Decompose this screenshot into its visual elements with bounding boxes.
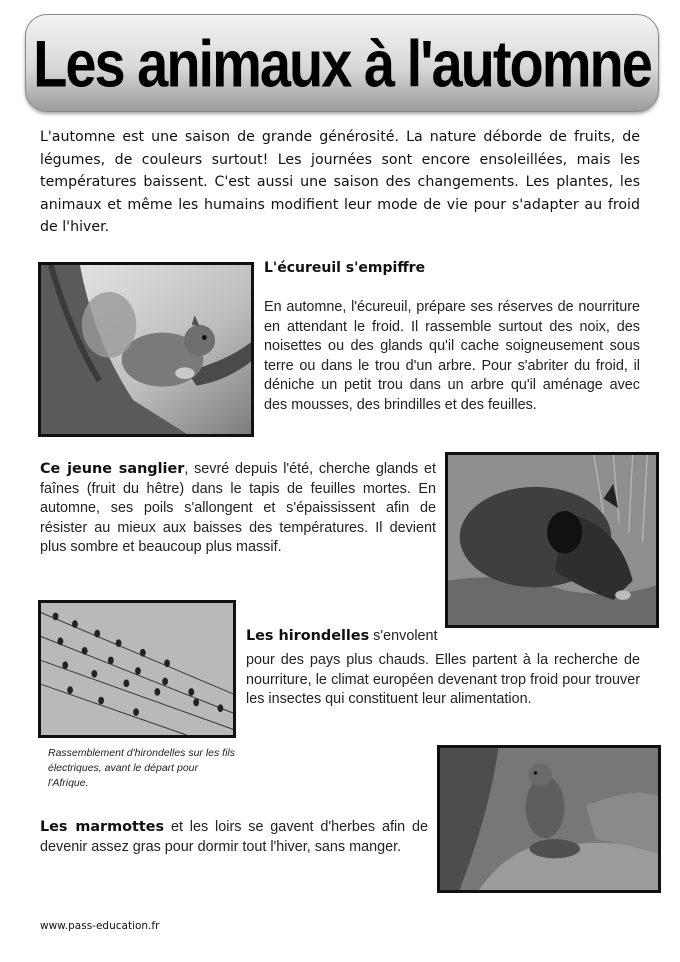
- page-title: Les animaux à l'automne: [33, 25, 651, 101]
- marmots-text: et les loirs se gavent d'herbes afin de devenir assez gras pour dormir tout l'hiver, sans manger.: [40, 819, 428, 855]
- swallows-on-wires-photo: [38, 600, 236, 738]
- boar-paragraph: [40, 460, 436, 558]
- wild-boar-photo: [445, 452, 659, 628]
- boar-lead: Ce jeune sanglier: [40, 461, 185, 477]
- marmots-paragraph: [40, 818, 428, 857]
- marmots-lead: Les marmottes: [40, 819, 165, 835]
- title-banner: [25, 14, 659, 112]
- boar-text: , sevré depuis l'été, cherche glands et faînes (fruit du hêtre) dans le tapis de feuilles mortes. En automne, ses poils s'allongent et s'épaississent afin de résister au mieux aux baisses des températures. Il devient plus sombre et beaucoup plus massif.: [40, 461, 436, 556]
- squirrel-heading: L'écureuil s'empiffre: [264, 260, 426, 276]
- swallows-paragraph: pour des pays plus chauds. Elles partent à la recherche de nourriture, le climat européen devenant trop froid pour trouver les insectes qui constituent leur alimentation.: [246, 652, 640, 708]
- swallows-lead: Les hirondelles: [246, 628, 370, 644]
- squirrel-paragraph: En automne, l'écureuil, prépare ses réserves de nourriture en attendant le froid. Il rassemble surtout des noix, des noisettes ou des glands qu'il cache soigneusement sous terre ou dans le trou d'un arbre. Pour s'abriter du froid, il déniche un petit trou dans un arbre qu'il aménage avec des mousses, des brindilles et des feuilles.: [264, 299, 640, 413]
- swallows-caption: Rassemblement d'hirondelles sur les fils électriques, avant le départ pour l'Afrique.: [48, 747, 236, 789]
- swallows-line1-text: s'envolent: [369, 628, 438, 644]
- footer-url: www.pass-education.fr: [40, 920, 160, 932]
- intro-paragraph: L'automne est une saison de grande générosité. La nature déborde de fruits, de légumes, de couleurs surtout! Les journées sont encore ensoleillées, mais les températures baissent. C'est aussi une saison des changements. Les plantes, les animaux et même les humains modifient leur mode de vie pour s'adapter au froid de l'hiver.: [40, 129, 640, 235]
- marmot-photo: [437, 745, 661, 893]
- swallows-line1: [246, 627, 640, 647]
- squirrel-photo: [38, 262, 254, 437]
